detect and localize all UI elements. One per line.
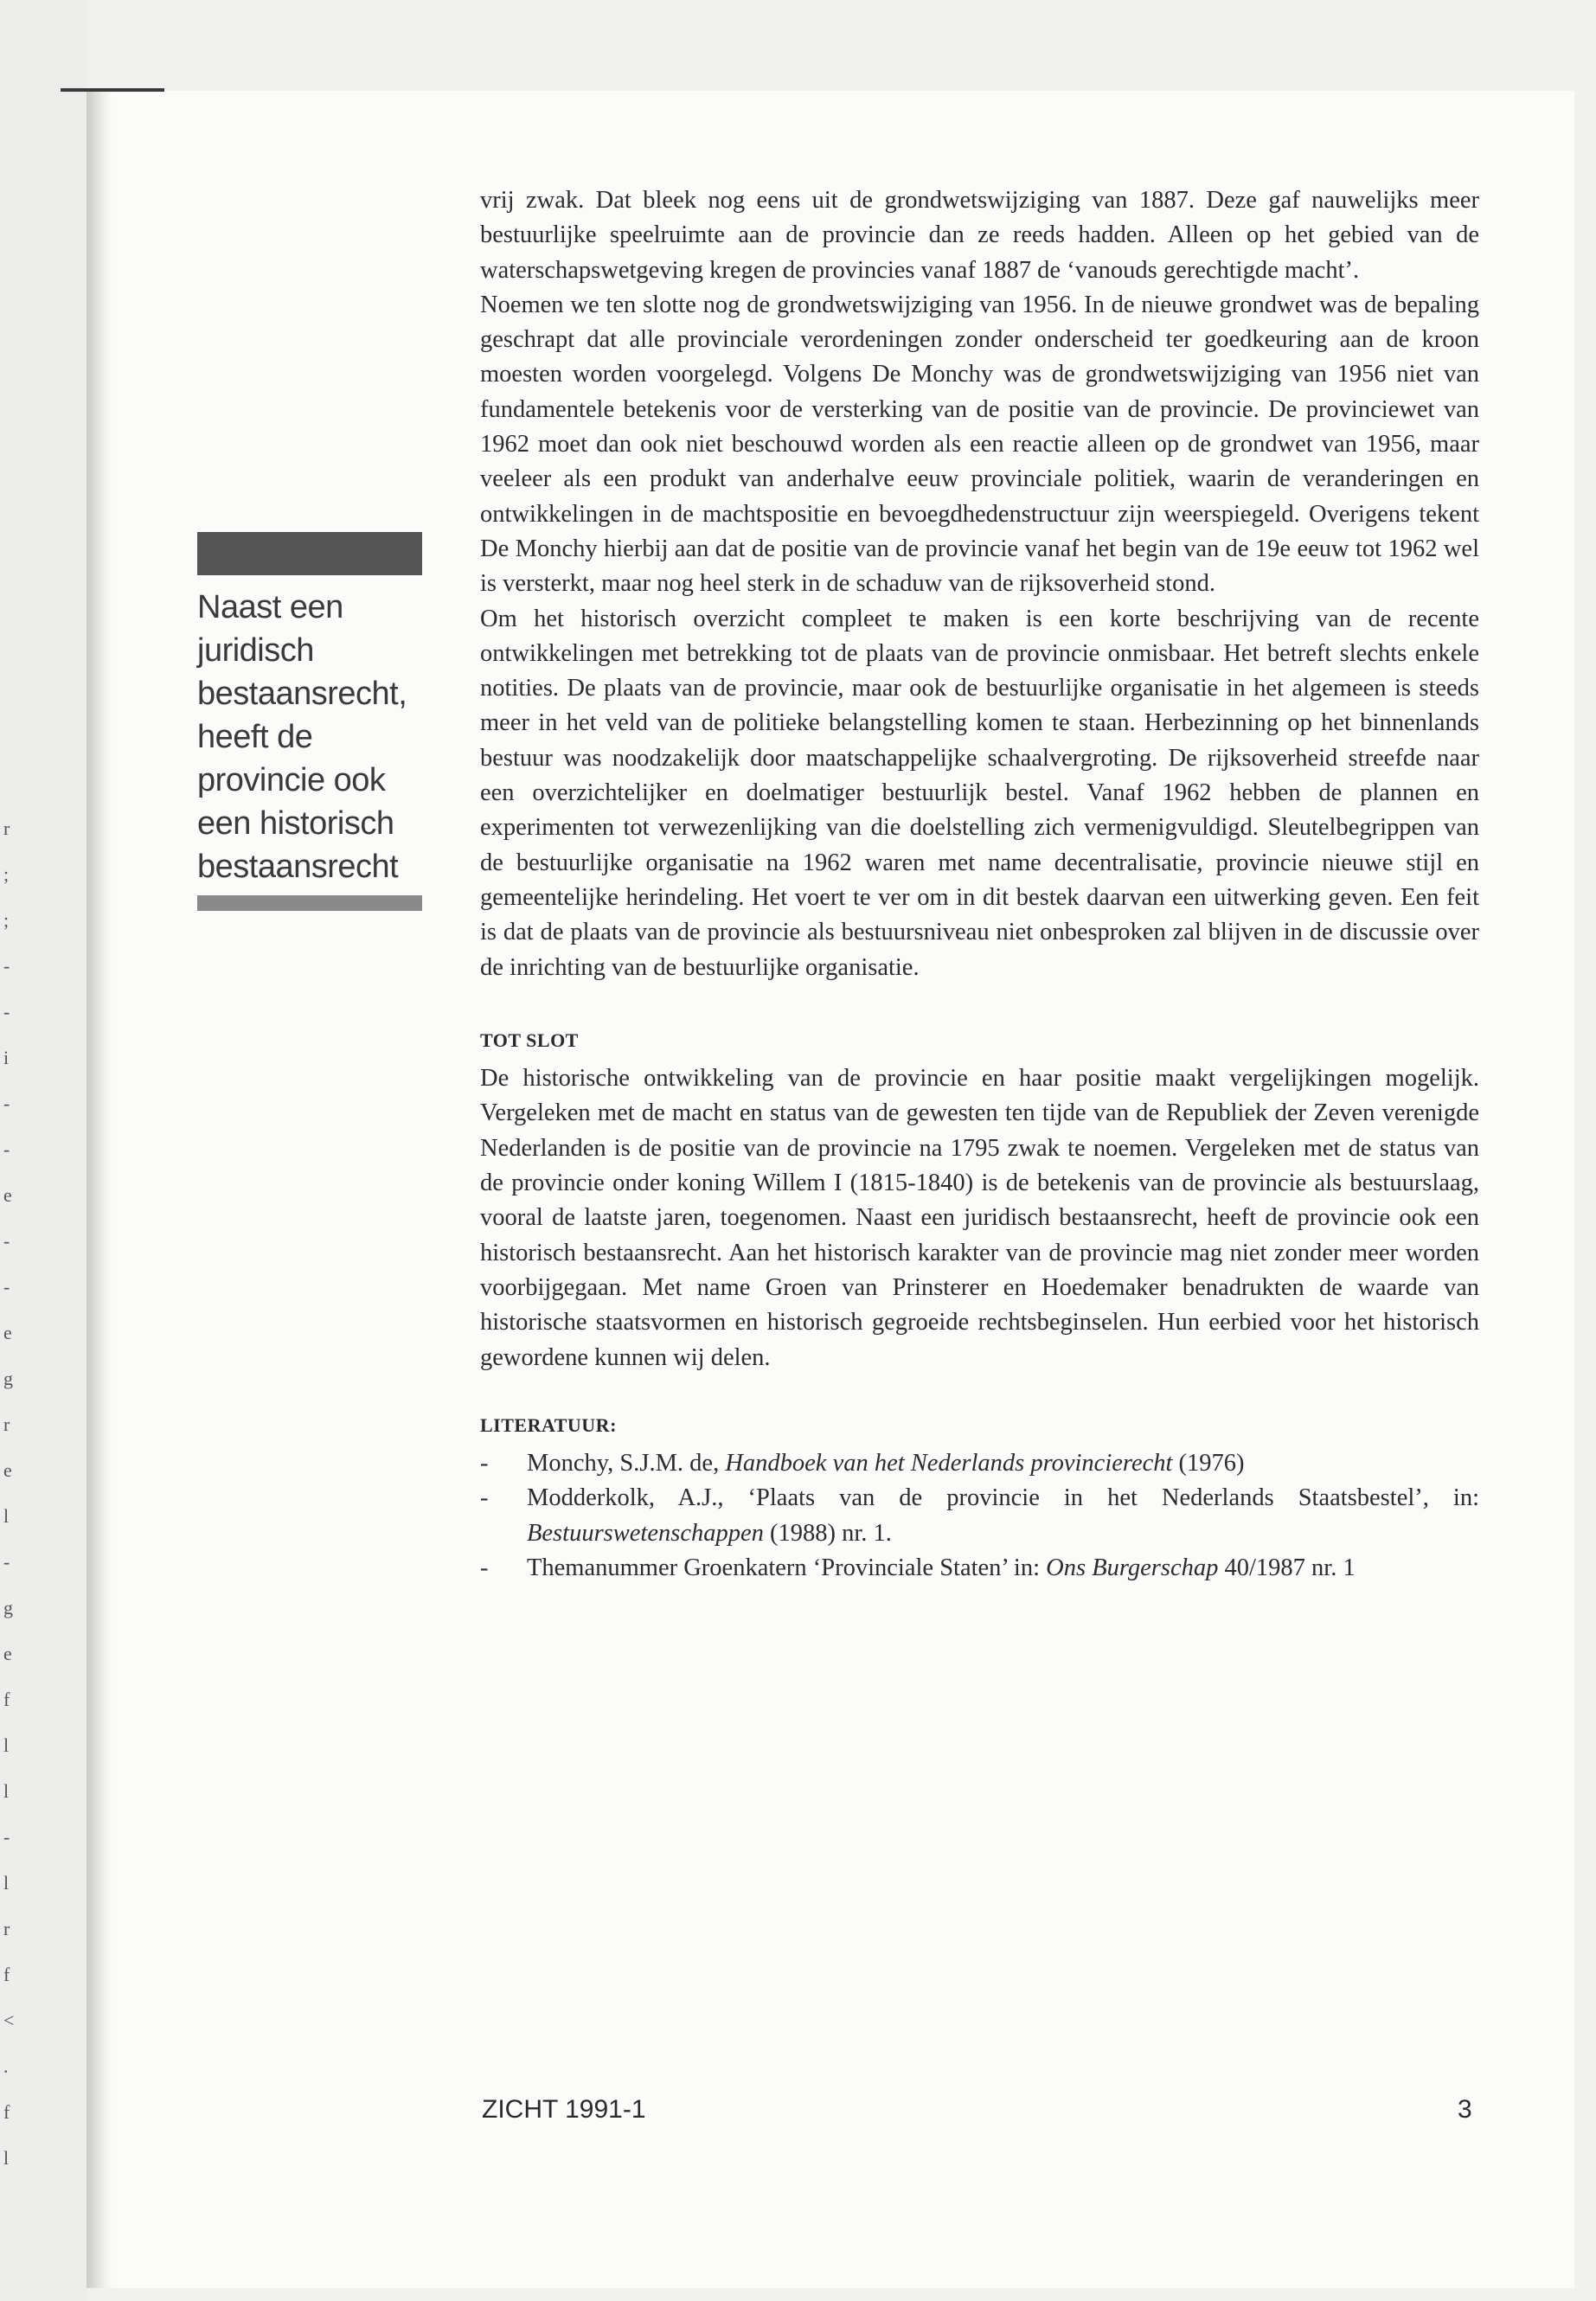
page-number: 3 <box>1458 2095 1472 2124</box>
margin-fragment: e <box>3 1322 12 1343</box>
margin-fragment: f <box>3 1964 10 1985</box>
margin-fragment: l <box>3 1872 10 1894</box>
margin-fragment: - <box>3 1230 10 1252</box>
margin-fragment: - <box>3 1551 10 1573</box>
literature-heading: LITERATUUR: <box>480 1413 617 1436</box>
margin-fragment: l <box>3 1505 10 1527</box>
margin-fragment: - <box>3 1138 10 1160</box>
literature-item: - Monchy, S.J.M. de, Handboek van het Nederlands provincierecht (1976) <box>480 1446 1479 1481</box>
pull-quote-bottom-bar <box>197 895 422 911</box>
margin-fragment: - <box>3 1276 10 1298</box>
literature-list <box>480 1446 1479 1586</box>
pull-quote-text: Naast een juridisch bestaansrecht, heeft de provincie ook een historisch bestaansrecht <box>197 589 407 885</box>
margin-fragment: - <box>3 1001 10 1022</box>
margin-fragment: e <box>3 1184 12 1206</box>
margin-fragment: ; <box>3 863 10 885</box>
margin-fragment: r <box>3 817 10 839</box>
paragraph: Om het historisch overzicht compleet te maken is een korte beschrijving van de recente ontwikkelingen met betrekking tot de plaats van de provincie onmisbaar. Het betreft slechts enkele notities. De plaats van de provincie, maar ook de bestuurlijke organisatie in het algemeen is steeds meer in het veld van de politieke belangstelling komen te staan. Herbezinning op het binnenlands bestuur was noodzakelijk door maatschappelijke schaalvergroting. De rijksoverheid streefde naar een overzichtelijker en doelmatiger bestuurlijk bestel. Vanaf 1962 hebben de plannen en experimenten tot verwezenlijking van die doelstelling zich vermenigvuldigd. Sleutelbegrippen van de bestuurlijke organisatie na 1962 waren met name decentralisatie, provincie nieuwe stijl en gemeentelijke herindeling. Het voert te ver om in dit bestek daarvan een uitwerking geven. Een feit is dat de plaats van de provincie als bestuursniveau niet onbesproken zal blijven in de discussie over de inrichting van de bestuurlijke organisatie. <box>480 605 1479 981</box>
footer-journal: ZICHT 1991-1 <box>482 2095 646 2124</box>
section-heading: TOT SLOT <box>480 1029 579 1051</box>
margin-fragment: e <box>3 1459 12 1481</box>
pull-quote-top-bar <box>197 532 422 575</box>
margin-fragment: - <box>3 1826 10 1848</box>
margin-fragment: i <box>3 1047 10 1068</box>
paragraph: De historische ontwikkeling van de provincie en haar positie maakt vergelijkingen mogelijk. Vergeleken met de macht en status van de gewesten ten tijde van de Republiek der Zeven verenigde Nederlanden is de positie van de provincie na 1795 zwak te noemen. Vergeleken met de status van de provincie onder koning Willem I (1815-1840) is de betekenis van de provincie als bestuurslaag, vooral de laatste jaren, toegenomen. Naast een juridisch bestaansrecht, heeft de provincie ook een historisch bestaansrecht. Aan het historisch karakter van de provincie mag niet zonder meer worden voorbijgegaan. Met name Groen van Prinsterer en Hoedemaker benadrukten de waarde van historische staatsvormen en historisch gegroeide rechtsbeginselen. Hun eerbied voor het historisch gewordene kunnen wij delen. <box>480 1065 1479 1371</box>
margin-fragment: f <box>3 2101 10 2123</box>
margin-fragment: ; <box>3 909 10 931</box>
article-body <box>480 183 1479 1586</box>
literature-item: - Themanummer Groenkatern ‘Provinciale Staten’ in: Ons Burgerschap 40/1987 nr. 1 <box>480 1551 1479 1586</box>
literature-title: Ons Burgerschap <box>1046 1554 1219 1581</box>
margin-fragment: . <box>3 2055 9 2077</box>
gutter-shadow <box>87 91 112 2288</box>
margin-fragment: f <box>3 1689 10 1710</box>
margin-fragment: - <box>3 955 10 977</box>
margin-fragment: g <box>3 1597 13 1618</box>
margin-fragment: l <box>3 2147 10 2169</box>
literature-title: Handboek van het Nederlands provincierecht <box>725 1450 1173 1477</box>
pull-quote <box>197 532 422 911</box>
margin-fragment: g <box>3 1368 13 1389</box>
margin-fragment: r <box>3 1413 10 1435</box>
margin-fragment: l <box>3 1780 10 1802</box>
literature-item: - Modderkolk, A.J., ‘Plaats van de provincie in het Nederlands Staatsbestel’, in: Bestuurswetenschappen (1988) nr. 1. <box>480 1481 1479 1551</box>
literature-title: Bestuurswetenschappen <box>527 1519 764 1547</box>
margin-fragment: l <box>3 1734 10 1756</box>
paragraph: Noemen we ten slotte nog de grondwetswijziging van 1956. In de nieuwe grondwet was de bepaling geschrapt dat alle provinciale verordeningen zonder onderscheid ter goedkeuring aan de kroon moesten worden voorgelegd. Volgens De Monchy was de grondwetswijziging van 1956 niet van fundamentele betekenis voor de versterking van de positie van de provincie. De provinciewet van 1962 moet dan ook niet beschouwd worden als een reactie alleen op de grondwet van 1956, maar veeleer als een produkt van anderhalve eeuw provinciale politiek, waarin de veranderingen en ontwikkelingen in de machtspositie en bevoegdhedenstructuur zijn weerspiegeld. Overigens tekent De Monchy hierbij aan dat de positie van de provincie vanaf het begin van de 19e eeuw tot 1962 wel is versterkt, maar nog heel sterk in de schaduw van de rijksoverheid stond. <box>480 291 1479 598</box>
margin-fragment: - <box>3 1093 10 1114</box>
margin-fragment: < <box>3 2009 15 2031</box>
margin-fragment: e <box>3 1643 12 1664</box>
margin-fragment: r <box>3 1918 10 1939</box>
paragraph: vrij zwak. Dat bleek nog eens uit de grondwetswijziging van 1887. Deze gaf nauwelijks meer bestuurlijke speelruimte aan de provincie dan ze reeds hadden. Alleen op het gebied van de waterschapswetgeving kregen de provincies vanaf 1887 de ‘vanouds gerechtigde macht’. <box>480 187 1479 284</box>
top-rule <box>61 88 164 92</box>
